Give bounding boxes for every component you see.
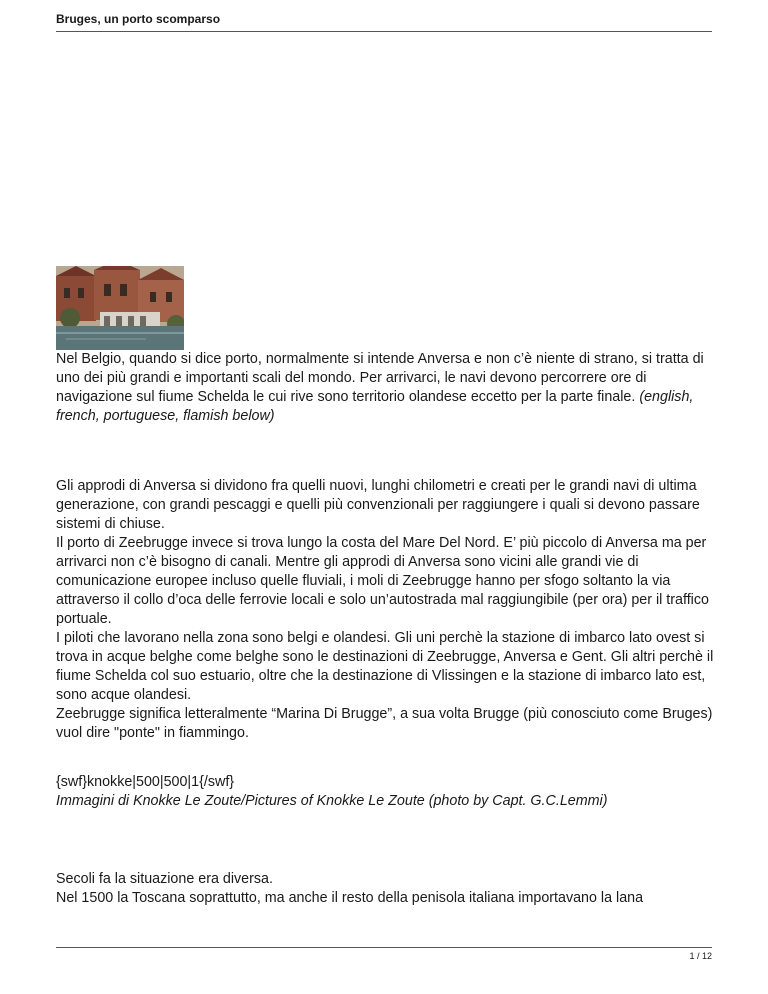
bruges-canal-photo bbox=[56, 266, 184, 350]
main-text-block bbox=[56, 477, 720, 743]
gallery-block bbox=[56, 773, 720, 811]
page-number: 1 / 12 bbox=[689, 951, 712, 961]
paragraph-zeebrugge: Il porto di Zeebrugge invece si trova lungo la costa del Mare Del Nord. E’ più piccolo di Anversa ma per arrivarci non c’è bisogno di canali. Mentre gli approdi di Anversa sono vicini alle grandi vie di comunicazione europee incluso quelle fluviali, i moli di Zeebrugge hanno per sfogo soltanto la via attraverso il collo d’oca delle ferrovie locali e solo un’autostrada mal raggiungibile (per ora) per il traffico portuale. bbox=[56, 535, 709, 627]
page-title: Bruges, un porto scomparso bbox=[56, 12, 221, 26]
closing-line-2: Nel 1500 la Toscana soprattutto, ma anche il resto della penisola italiana importavano la lana bbox=[56, 890, 644, 906]
page-footer bbox=[56, 947, 712, 961]
intro-text: Nel Belgio, quando si dice porto, normalmente si intende Anversa e non c’è niente di strano, si tratta di uno dei più grandi e importanti scali del mondo. Per arrivarci, le navi devono percorrere ore di navigazione sul fiume Schelda le cui rive sono territorio olandese eccetto per la parte finale. bbox=[56, 351, 704, 405]
paragraph-etymology: Zeebrugge significa letteralmente “Marina Di Brugge”, a sua volta Brugge (più conosciuto come Bruges) vuol dire "ponte" in fiammingo. bbox=[56, 706, 713, 741]
closing-block bbox=[56, 870, 720, 908]
paragraph-piloti: I piloti che lavorano nella zona sono belgi e olandesi. Gli uni perchè la stazione di imbarco lato ovest si trova in acque belghe come belghe sono le destinazioni di Zeebrugge, Anversa e Gent. Gli altri perchè il fiume Schelda col suo estuario, oltre che la destinazione di Vlissingen e la stazione di imbarco lato est, sono acque olandesi. bbox=[56, 630, 714, 703]
languages-note: (english, french, portuguese, flamish below) bbox=[56, 389, 694, 424]
intro-paragraph bbox=[56, 350, 720, 426]
gallery-embed-code: {swf}knokke|500|500|1{/swf} bbox=[56, 774, 235, 790]
closing-line-1: Secoli fa la situazione era diversa. bbox=[56, 871, 273, 887]
gallery-caption: Immagini di Knokke Le Zoute/Pictures of Knokke Le Zoute (photo by Capt. G.C.Lemmi) bbox=[56, 793, 608, 809]
paragraph-anversa: Gli approdi di Anversa si dividono fra quelli nuovi, lunghi chilometri e creati per le grandi navi di ultima generazione, con grandi pescaggi e quelli più convenzionali per raggiungere i quali si devono passare sistemi di chiuse. bbox=[56, 478, 700, 532]
page-header bbox=[56, 12, 712, 32]
